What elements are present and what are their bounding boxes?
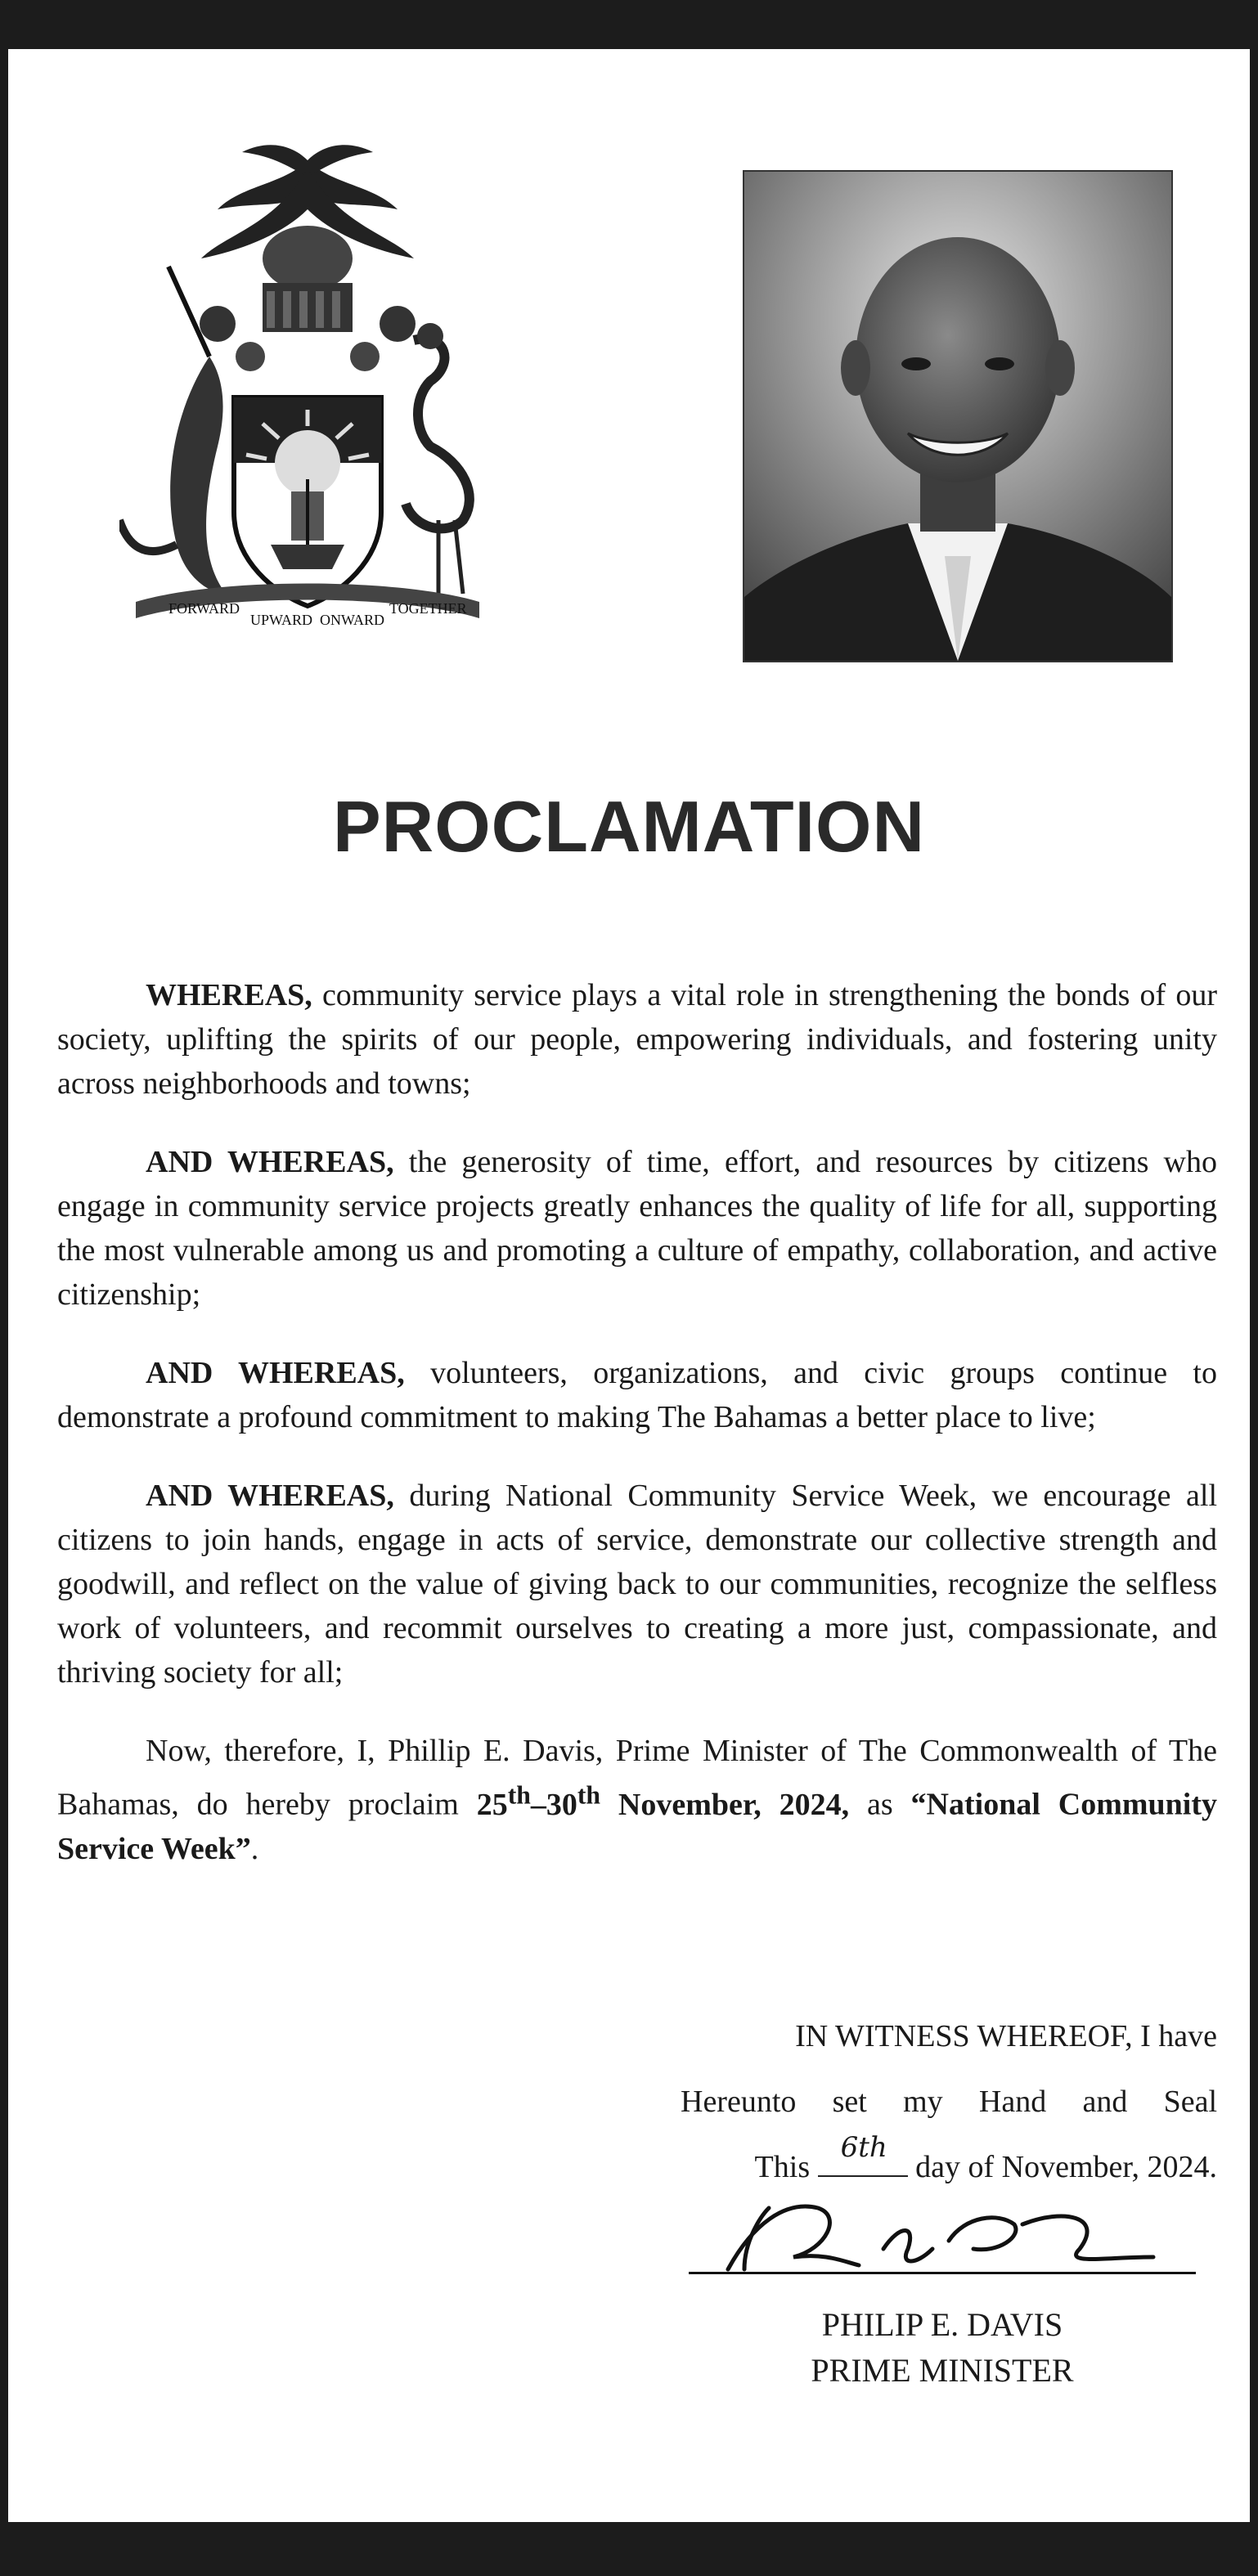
paragraph-lead: WHEREAS,: [146, 978, 312, 1012]
proclaim-event-name: “National Community Service Week”: [57, 1787, 1217, 1866]
paragraph-lead: AND WHEREAS,: [146, 1145, 394, 1179]
paragraph-text: during National Community Service Week, we encourage all citizens to join hands, engage in acts of service, demonstrate our collective strength and goodwill, and reflect on the value of giving back to our communities, recognize the selfless work of volunteers, and recommit ourselves to creating a more just, compassionate, and thriving society for all;: [57, 1479, 1217, 1690]
proclaim-text: Now, therefore, I, Phillip E. Davis, Prime Minister of The Commonwealth of The Bahamas, do hereby proclaim: [57, 1734, 1217, 1822]
document-title: PROCLAMATION: [332, 786, 926, 867]
witness-lead: IN WITNESS WHEREOF,: [795, 2019, 1133, 2053]
proclamation-page: [8, 49, 1250, 2522]
motto-upward: UPWARD: [250, 612, 313, 626]
whereas-paragraph: [57, 1474, 1217, 1694]
handwritten-signature: [695, 2192, 1202, 2282]
witness-block: [681, 2004, 1217, 2200]
signatory-block: [689, 2302, 1196, 2394]
proclaim-as: as: [849, 1787, 911, 1822]
proclaim-dates: 25th–30th November, 2024,: [476, 1780, 850, 1822]
paragraph-lead: AND WHEREAS,: [146, 1356, 405, 1390]
paragraph-text: volunteers, organizations, and civic groups continue to demonstrate a profound commitment to making The Bahamas a better place to live;: [57, 1356, 1217, 1434]
whereas-paragraph: [57, 1351, 1217, 1439]
motto-together: TOGETHER: [389, 600, 467, 617]
proclaim-paragraph: Now, therefore, I, Phillip E. Davis, Prime Minister of The Commonwealth of The Bahamas, do hereby proclaim 25th–30th November, 2024, as “National Community Service Week”.: [57, 1734, 1217, 1866]
paragraph-lead: AND WHEREAS,: [146, 1479, 394, 1513]
prime-minister-portrait: [743, 170, 1173, 662]
witness-line-3: This 6th day of November, 2024.: [681, 2134, 1217, 2200]
day-blank: [818, 2131, 908, 2177]
motto-forward: FORWARD: [168, 600, 240, 617]
handwritten-day: 6th: [840, 2131, 887, 2164]
paragraph-text: community service plays a vital role in strengthening the bonds of our society, uplifting the spirits of our people, empowering individuals, and fostering unity across neighborhoods and towns;: [57, 978, 1217, 1101]
signatory-name: PHILIP E. DAVIS: [821, 2306, 1063, 2343]
signatory-title: PRIME MINISTER: [811, 2352, 1074, 2389]
signature-line: [689, 2272, 1196, 2274]
witness-line-1: IN WITNESS WHEREOF, I have: [795, 2019, 1217, 2053]
paragraph-text: the generosity of time, effort, and resources by citizens who engage in community service projects greatly enhances the quality of life for all, supporting the most vulnerable among us and promoting a culture of empathy, collaboration, and active citizenship;: [57, 1145, 1217, 1312]
proclamation-body: [57, 973, 1217, 1905]
witness-line-2: Hereunto set my Hand and Seal: [681, 2085, 1218, 2119]
motto-onward: ONWARD: [320, 612, 384, 626]
whereas-paragraph: [57, 1140, 1217, 1317]
whereas-paragraph: [57, 973, 1217, 1106]
bahamas-coat-of-arms: [119, 136, 496, 626]
